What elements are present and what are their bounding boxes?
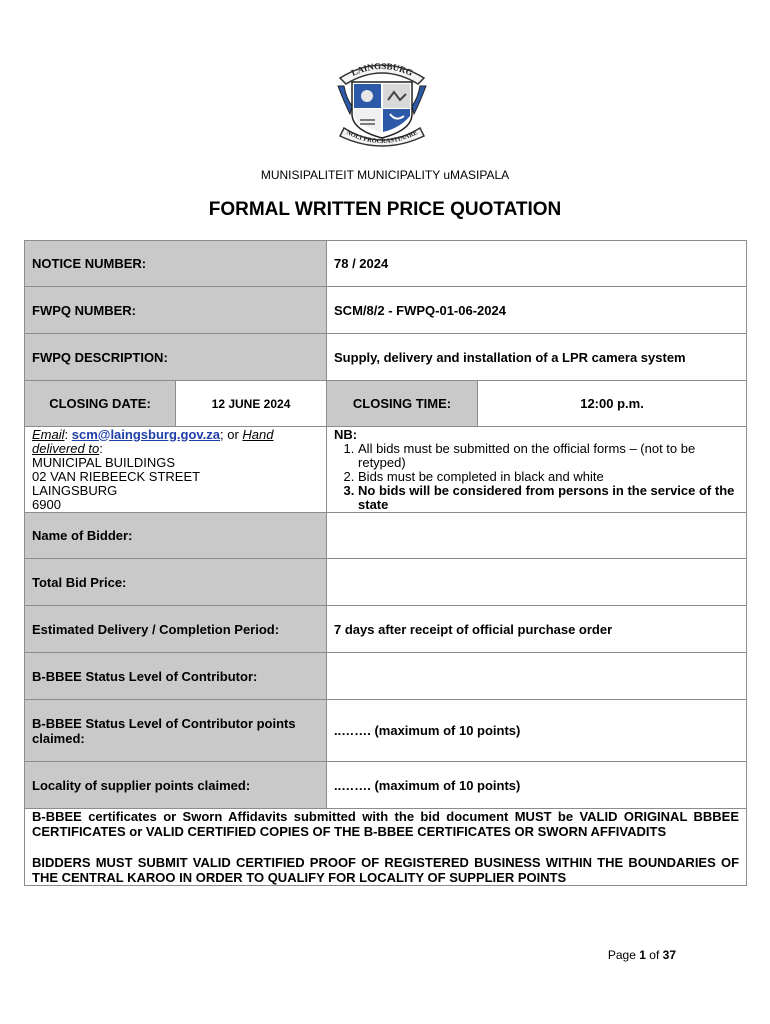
- bidder-name-label: Name of Bidder:: [25, 513, 327, 559]
- bbbee-points-row: [25, 700, 747, 762]
- bidder-name-row: [25, 513, 747, 559]
- fwpq-description-label: FWPQ DESCRIPTION:: [25, 334, 327, 381]
- delivery-period-value: 7 days after receipt of official purchase order: [327, 606, 747, 653]
- locality-row: [25, 762, 747, 809]
- closing-time-value: 12:00 p.m.: [478, 381, 747, 427]
- bbbee-points-field[interactable]: ..……. (maximum of 10 points): [327, 700, 747, 762]
- bbbee-level-row: [25, 653, 747, 700]
- address-line: MUNICIPAL BUILDINGS: [32, 454, 176, 470]
- footer-notes-row: [25, 809, 747, 886]
- bid-price-row: [25, 559, 747, 606]
- notice-row: [25, 241, 747, 287]
- fwpq-number-label: FWPQ NUMBER:: [25, 287, 327, 334]
- nb-item: 3. No bids will be considered from persons in the service of the state: [358, 484, 739, 512]
- notice-number-value: 78 / 2024: [327, 241, 747, 287]
- bbbee-level-label: B-BBEE Status Level of Contributor:: [25, 653, 327, 700]
- fwpq-description-row: [25, 334, 747, 381]
- notice-number-label: NOTICE NUMBER:: [25, 241, 327, 287]
- svg-text:NOLI PROCRASTINARE: NOLI PROCRASTINARE: [345, 129, 419, 146]
- email-label: Email: [32, 426, 65, 442]
- address-line: LAINGSBURG: [32, 482, 118, 498]
- quotation-form-table: [24, 240, 747, 886]
- total-bid-price-label: Total Bid Price:: [25, 559, 327, 606]
- address-line: 02 VAN RIEBEECK STREET: [32, 468, 201, 484]
- nb-heading: NB:: [334, 426, 358, 442]
- hand-delivered-text: Hand delivered to: [32, 426, 274, 456]
- nb-item: 1. All bids must be submitted on the official forms – (not to be retyped): [358, 442, 739, 470]
- locality-points-label: Locality of supplier points claimed:: [25, 762, 327, 809]
- footer-notes-cell: [25, 809, 747, 886]
- submission-address-cell: Email: scm@laingsburg.gov.za; or Hand delivered to: MUNICIPAL BUILDINGS 02 VAN RIEBEECK STREET LAINGSBURG 6900: [25, 427, 327, 513]
- nb-item: 2. Bids must be completed in black and white: [358, 470, 739, 484]
- or-text: ; or: [220, 426, 239, 442]
- closing-row: [25, 381, 747, 427]
- fwpq-description-value: Supply, delivery and installation of a LPR camera system: [327, 334, 747, 381]
- total-bid-price-field[interactable]: [327, 559, 747, 606]
- bbbee-certificate-note: B-BBEE certificates or Sworn Affidavits submitted with the bid document MUST be VALID ORIGINAL BBBEE CERTIFICATES or VALID CERTIFIED COPIES OF THE B-BBEE CERTIFICATES OR SWORN AFFIVADITS: [32, 809, 740, 839]
- email-link[interactable]: scm@laingsburg.gov.za: [71, 426, 220, 442]
- address-line: 6900: [32, 496, 61, 512]
- closing-date-label: CLOSING DATE:: [25, 381, 176, 427]
- locality-proof-note: BIDDERS MUST SUBMIT VALID CERTIFIED PROOF OF REGISTERED BUSINESS WITHIN THE BOUNDARIES OF THE CENTRAL KAROO IN ORDER TO QUALIFY FOR LOCALITY OF SUPPLIER POINTS: [32, 855, 740, 885]
- bidder-name-field[interactable]: [327, 513, 747, 559]
- municipal-crest-logo: [330, 52, 434, 148]
- page-number: Page 1 of 37: [607, 948, 676, 962]
- locality-points-field[interactable]: ..……. (maximum of 10 points): [327, 762, 747, 809]
- nb-cell: [327, 427, 747, 513]
- bbbee-level-field[interactable]: [327, 653, 747, 700]
- municipality-heading: MUNISIPALITEIT MUNICIPALITY uMASIPALA: [260, 168, 510, 182]
- delivery-row: [25, 606, 747, 653]
- closing-date-value: 12 JUNE 2024: [176, 381, 327, 427]
- page-title: FORMAL WRITTEN PRICE QUOTATION: [208, 199, 562, 220]
- fwpq-number-value: SCM/8/2 - FWPQ-01-06-2024: [327, 287, 747, 334]
- svg-text:LAINGSBURG: LAINGSBURG: [349, 60, 415, 78]
- submission-row: [25, 427, 747, 513]
- delivery-period-label: Estimated Delivery / Completion Period:: [25, 606, 327, 653]
- bbbee-points-label: B-BBEE Status Level of Contributor points claimed:: [25, 700, 327, 762]
- closing-time-label: CLOSING TIME:: [327, 381, 478, 427]
- fwpq-number-row: [25, 287, 747, 334]
